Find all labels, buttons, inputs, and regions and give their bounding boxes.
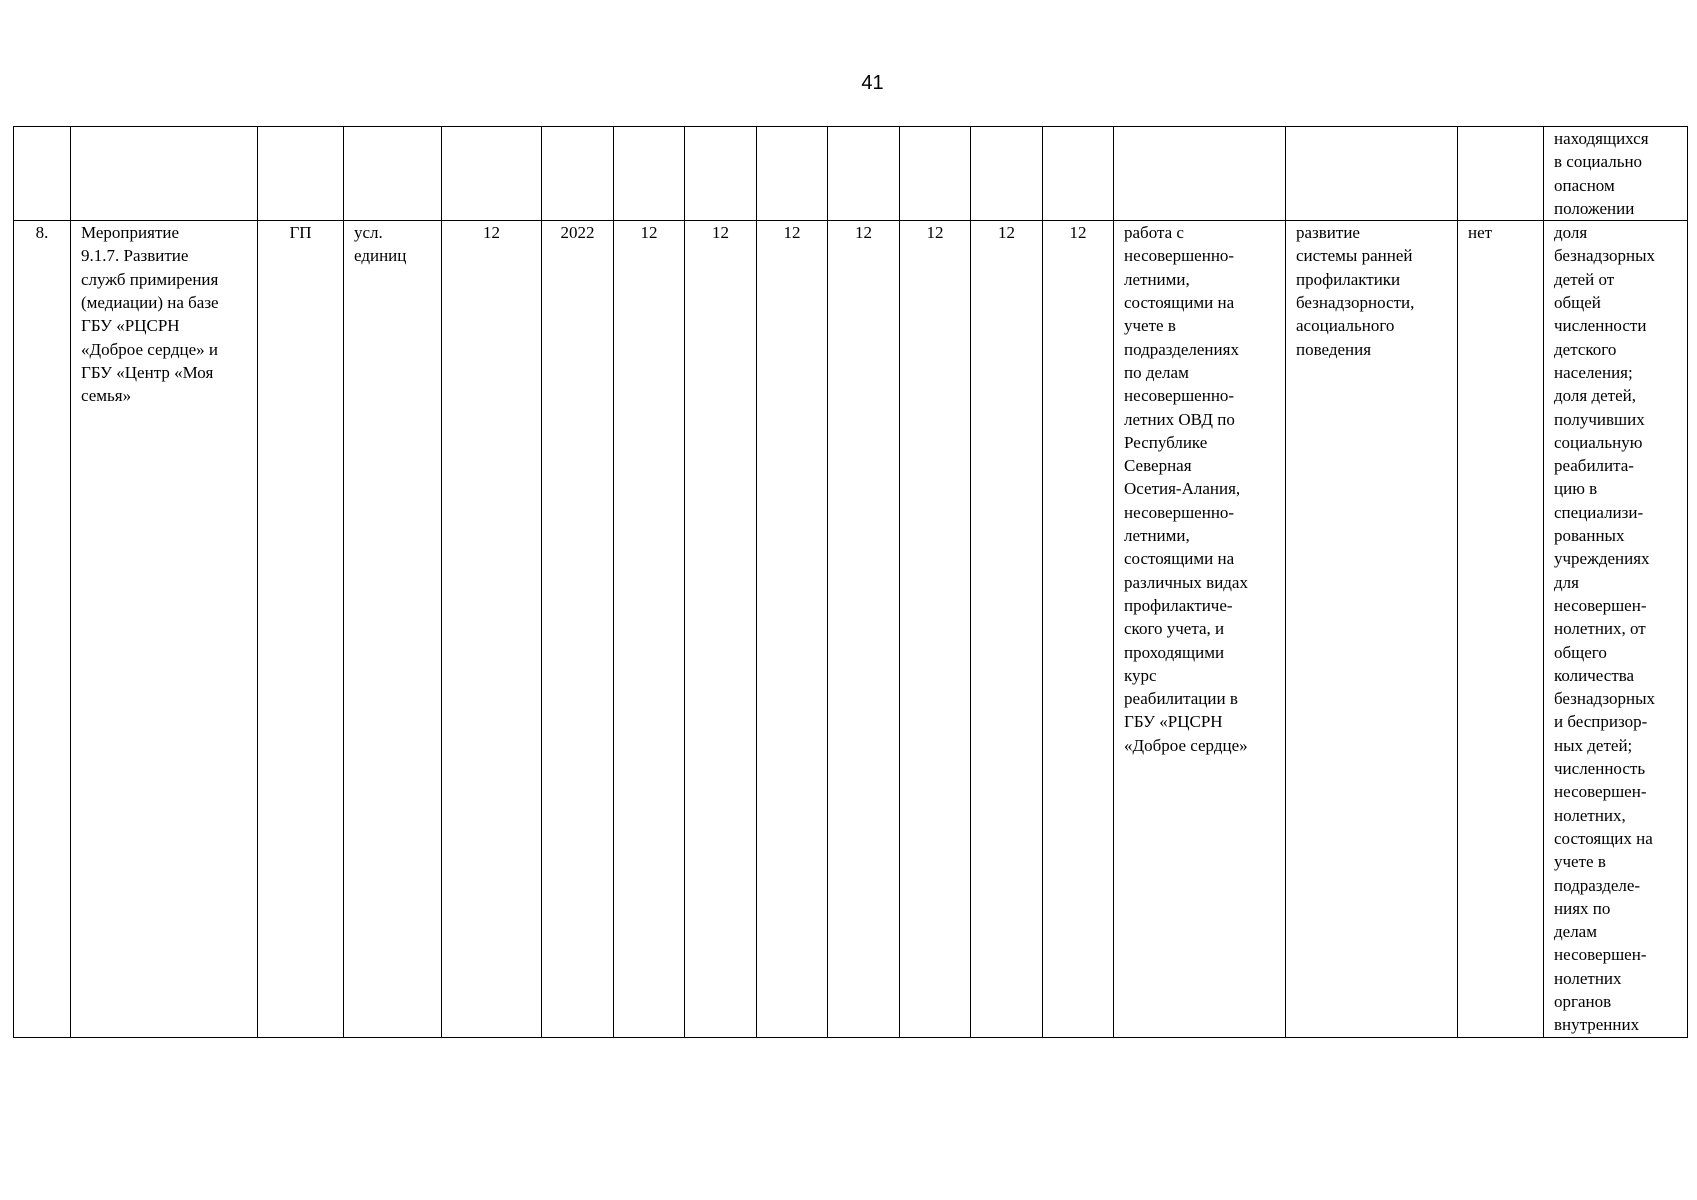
cell-num: 8. (14, 221, 71, 1037)
cell-activity: работа с несовершенно- летними, состоящими на учете в подразделениях по делам несовершенно- летних ОВД по Республике Северная Осетия-Алания, несовершенно- летними, состоящими на различных видах профилактиче- ского учета, и проходящими курс реабилитации в ГБУ «РЦСРН «Доброе сердце» (1114, 221, 1286, 1037)
cell-year: 2022 (542, 221, 614, 1037)
cell-value-4: 12 (828, 221, 900, 1037)
cell-executor: ГП (258, 221, 344, 1037)
table-row-continuation (14, 127, 1688, 221)
cell-value-5 (900, 127, 971, 221)
cell-value-1 (614, 127, 685, 221)
cell-value-3: 12 (757, 221, 828, 1037)
cell-value-2: 12 (685, 221, 757, 1037)
cell-result (1286, 127, 1458, 221)
cell-value-3 (757, 127, 828, 221)
program-table (13, 126, 1688, 1038)
cell-value-7 (1043, 127, 1114, 221)
cell-activity (1114, 127, 1286, 221)
cell-value-6: 12 (971, 221, 1043, 1037)
cell-value-1: 12 (614, 221, 685, 1037)
cell-unit (344, 127, 442, 221)
cell-base-value (442, 127, 542, 221)
cell-value-2 (685, 127, 757, 221)
page-number: 41 (861, 72, 884, 94)
cell-year (542, 127, 614, 221)
cell-event (71, 127, 258, 221)
cell-event: Мероприятие 9.1.7. Развитие служб примирения (медиации) на базе ГБУ «РЦСРН «Доброе сердце» и ГБУ «Центр «Моя семья» (71, 221, 258, 1037)
cell-num (14, 127, 71, 221)
cell-result: развитие системы ранней профилактики безнадзорности, асоциального поведения (1286, 221, 1458, 1037)
cell-value-4 (828, 127, 900, 221)
cell-executor (258, 127, 344, 221)
cell-unit: усл. единиц (344, 221, 442, 1037)
cell-value-5: 12 (900, 221, 971, 1037)
cell-consequences (1458, 127, 1544, 221)
table-row (14, 221, 1688, 1037)
cell-value-6 (971, 127, 1043, 221)
cell-target-indicators: доля безнадзорных детей от общей численности детского населения; доля детей, получивших социальную реабилита- цию в специализи- рованных учреждениях для несовершен- нолетних, от общего количества безнадзорных и беспризор- ных детей; численность несовершен- нолетних, состоящих на учете в подразделе- ниях по делам несовершен- нолетних органов внутренних (1544, 221, 1688, 1037)
cell-base-value: 12 (442, 221, 542, 1037)
cell-value-7: 12 (1043, 221, 1114, 1037)
cell-target-indicators: находящихся в социально опасном положении (1544, 127, 1688, 221)
cell-consequences: нет (1458, 221, 1544, 1037)
